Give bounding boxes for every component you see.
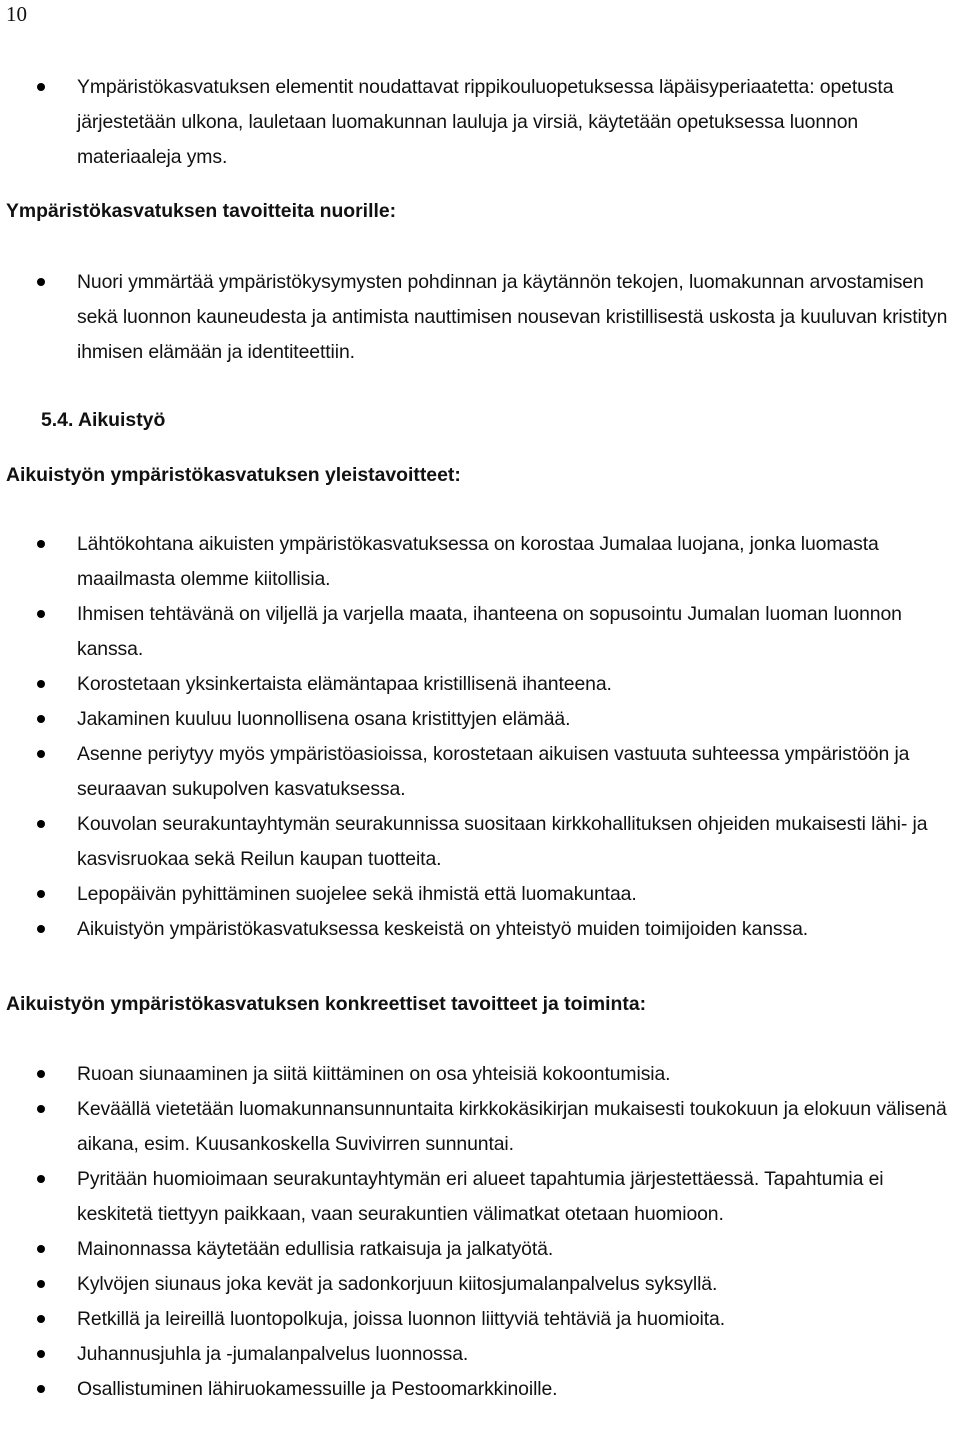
intro-bullet-list [0,70,960,175]
bullet-icon [37,1385,45,1393]
list-item-text: Jakaminen kuuluu luonnollisena osana kristittyjen elämää. [77,708,571,730]
list-item [0,1372,960,1407]
list-item [0,527,960,597]
bullet-icon [37,1350,45,1358]
list-item [0,265,960,370]
bullet-icon [37,610,45,618]
bullet-icon [37,680,45,688]
bullet-icon [37,540,45,548]
list-item [0,1232,960,1267]
list-item-text: Kylvöjen siunaus joka kevät ja sadonkorjuun kiitosjumalanpalvelus syksyllä. [77,1273,718,1295]
bullet-icon [37,750,45,758]
list-item [0,737,960,807]
list-item [0,702,960,737]
list-item [0,877,960,912]
list-item-text: Juhannusjuhla ja -jumalanpalvelus luonnossa. [77,1343,469,1365]
list-item [0,1302,960,1337]
list-item [0,667,960,702]
list-item [0,1162,960,1232]
list-item-text: Asenne periytyy myös ympäristöasioissa, korostetaan aikuisen vastuuta suhteessa ympäristöön ja seuraavan sukupolven kasvatuksessa. [77,743,910,800]
list-item-text: Kouvolan seurakuntayhtymän seurakunnissa suositaan kirkkohallituksen ohjeiden mukaisesti lähi- ja kasvisruokaa sekä Reilun kaupan tuotteita. [77,813,928,870]
bullet-icon [37,1105,45,1113]
list-item-text: Keväällä vietetään luomakunnansunnuntaita kirkkokäsikirjan mukaisesti toukokuun ja elokuun välisenä aikana, esim. Kuusankoskella Suvivirren sunnuntai. [77,1098,947,1155]
list-item [0,70,960,175]
bullet-icon [37,278,45,286]
list-item-text: Aikuistyön ympäristökasvatuksessa keskeistä on yhteistyö muiden toimijoiden kanssa. [77,918,809,940]
bullet-icon [37,1280,45,1288]
list-item-text: Retkillä ja leireillä luontopolkuja, joissa luonnon liittyviä tehtäviä ja huomioita. [77,1308,726,1330]
concrete-goals-list [0,1057,960,1407]
bullet-icon [37,1070,45,1078]
youth-goals-heading: Ympäristökasvatuksen tavoitteita nuorille: [6,200,397,222]
general-goals-list [0,527,960,947]
list-item [0,1057,960,1092]
list-item [0,597,960,667]
bullet-icon [37,925,45,933]
general-goals-heading: Aikuistyön ympäristökasvatuksen yleistavoitteet: [6,464,461,486]
bullet-icon [37,1315,45,1323]
bullet-icon [37,1245,45,1253]
list-item [0,807,960,877]
list-item-text: Ruoan siunaaminen ja siitä kiittäminen on osa yhteisiä kokoontumisia. [77,1063,671,1085]
list-item-text: Ympäristökasvatuksen elementit noudattavat rippikouluopetuksessa läpäisyperiaatetta: opetusta järjestetään ulkona, lauletaan luomakunnan lauluja ja virsiä, käytetään opetuksessa luonnon materiaaleja yms. [77,76,894,168]
concrete-goals-section [0,1057,960,1407]
intro-list-section [0,70,960,175]
list-item-text: Pyritään huomioimaan seurakuntayhtymän eri alueet tapahtumia järjestettäessä. Tapahtumia ei keskitetä tiettyyn paikkaan, vaan seurakuntien välimatkat otetaan huomioon. [77,1168,884,1225]
page-number: 10 [6,2,27,26]
concrete-goals-heading: Aikuistyön ympäristökasvatuksen konkreettiset tavoitteet ja toiminta: [6,993,647,1015]
list-item-text: Korostetaan yksinkertaista elämäntapaa kristillisenä ihanteena. [77,673,612,695]
general-goals-section [0,527,960,947]
list-item-text: Nuori ymmärtää ympäristökysymysten pohdinnan ja käytännön tekojen, luomakunnan arvostamisen sekä luonnon kauneudesta ja antimista nauttimisen nousevan kristillisestä uskosta ja kuuluvan kristityn ihmisen elämään ja identiteettiin. [77,271,948,363]
bullet-icon [37,820,45,828]
bullet-icon [37,1175,45,1183]
list-item [0,912,960,947]
list-item-text: Ihmisen tehtävänä on viljellä ja varjella maata, ihanteena on sopusointu Jumalan luoman luonnon kanssa. [77,603,902,660]
youth-goals-section [0,265,960,370]
list-item [0,1337,960,1372]
list-item-text: Lähtökohtana aikuisten ympäristökasvatuksessa on korostaa Jumalaa luojana, jonka luomasta maailmasta olemme kiitollisia. [77,533,879,590]
bullet-icon [37,890,45,898]
bullet-icon [37,83,45,91]
list-item-text: Lepopäivän pyhittäminen suojelee sekä ihmistä että luomakuntaa. [77,883,637,905]
list-item-text: Osallistuminen lähiruokamessuille ja Pestoomarkkinoille. [77,1378,558,1400]
list-item-text: Mainonnassa käytetään edullisia ratkaisuja ja jalkatyötä. [77,1238,554,1260]
list-item [0,1092,960,1162]
bullet-icon [37,715,45,723]
youth-goals-list [0,265,960,370]
list-item [0,1267,960,1302]
section-heading: 5.4. Aikuistyö [41,409,166,431]
